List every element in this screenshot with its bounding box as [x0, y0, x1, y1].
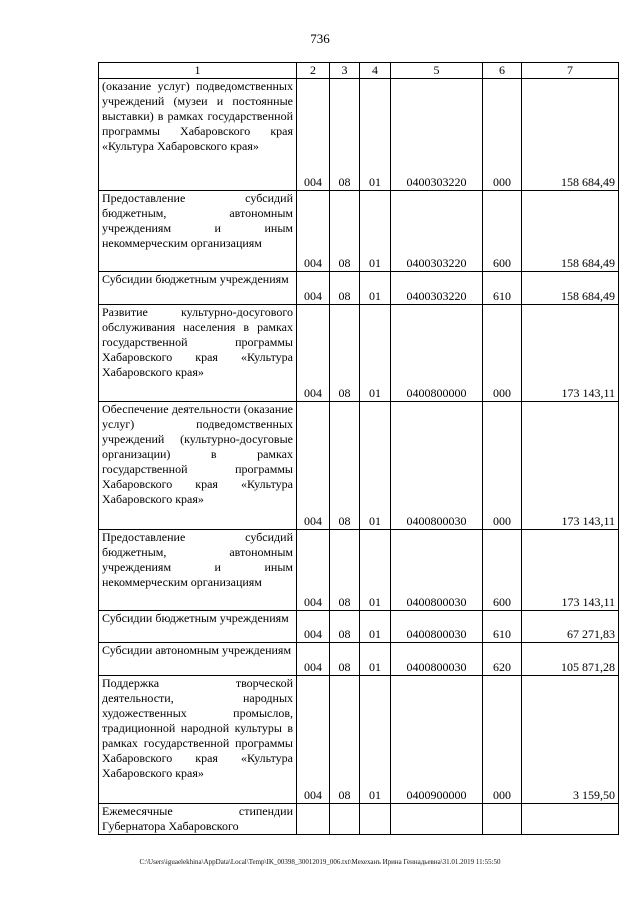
row-subsection	[360, 804, 391, 835]
row-amount: 105 871,28	[522, 643, 619, 676]
budget-table	[98, 62, 619, 835]
row-name: Поддержка творческой деятельности, народных художественных промыслов, традиционной народной культуры в рамках государственной программы Хабаровского края «Культура Хабаровского края»	[99, 676, 297, 804]
row-admin-code: 004	[297, 79, 330, 191]
table-row	[99, 804, 619, 835]
header-row	[99, 63, 619, 79]
row-subsection: 01	[360, 611, 391, 643]
row-amount: 173 143,11	[522, 530, 619, 611]
page-number: 736	[310, 31, 330, 46]
row-subsection: 01	[360, 272, 391, 305]
row-amount: 67 271,83	[522, 611, 619, 643]
row-target-code: 0400303220	[391, 79, 483, 191]
header-col-4: 4	[360, 63, 391, 79]
row-target-code: 0400800000	[391, 305, 483, 402]
row-target-code: 0400303220	[391, 272, 483, 305]
row-amount: 158 684,49	[522, 272, 619, 305]
row-admin-code: 004	[297, 402, 330, 530]
row-expense-type: 000	[483, 402, 522, 530]
row-admin-code	[297, 804, 330, 835]
row-section: 08	[330, 530, 360, 611]
row-subsection: 01	[360, 643, 391, 676]
row-subsection: 01	[360, 402, 391, 530]
row-target-code	[391, 804, 483, 835]
row-amount: 3 159,50	[522, 676, 619, 804]
row-section	[330, 804, 360, 835]
header-col-5: 5	[391, 63, 483, 79]
row-amount: 173 143,11	[522, 305, 619, 402]
row-section: 08	[330, 305, 360, 402]
row-section: 08	[330, 191, 360, 272]
table-row	[99, 611, 619, 643]
row-name: Субсидии автономным учреждениям	[99, 643, 297, 676]
table-row	[99, 272, 619, 305]
row-target-code: 0400900000	[391, 676, 483, 804]
row-amount	[522, 804, 619, 835]
row-expense-type: 620	[483, 643, 522, 676]
table-row	[99, 676, 619, 804]
row-name: Субсидии бюджетным учреждениям	[99, 611, 297, 643]
table-row	[99, 191, 619, 272]
row-subsection: 01	[360, 191, 391, 272]
row-amount: 158 684,49	[522, 191, 619, 272]
row-section: 08	[330, 272, 360, 305]
row-section: 08	[330, 79, 360, 191]
row-expense-type	[483, 804, 522, 835]
row-target-code: 0400800030	[391, 530, 483, 611]
header-col-7: 7	[522, 63, 619, 79]
row-target-code: 0400800030	[391, 643, 483, 676]
header-col-2: 2	[297, 63, 330, 79]
row-name: Предоставление субсидий бюджетным, автономным учреждениям и иным некоммерческим организациям	[99, 191, 297, 272]
row-expense-type: 600	[483, 530, 522, 611]
row-subsection: 01	[360, 305, 391, 402]
footer-file-path: C:\Users\iguaelekhina\AppData\Local\Temp\IK_00398_30012019_006.txt\Мехеханъ Ирина Геннадьевна\31.01.2019 11:55:50	[139, 858, 501, 866]
row-amount: 158 684,49	[522, 79, 619, 191]
row-subsection: 01	[360, 676, 391, 804]
row-expense-type: 000	[483, 79, 522, 191]
row-section: 08	[330, 643, 360, 676]
row-name: Ежемесячные стипендии Губернатора Хабаровского	[99, 804, 297, 835]
row-admin-code: 004	[297, 272, 330, 305]
row-expense-type: 000	[483, 305, 522, 402]
row-admin-code: 004	[297, 530, 330, 611]
row-expense-type: 610	[483, 272, 522, 305]
row-expense-type: 000	[483, 676, 522, 804]
row-name: Субсидии бюджетным учреждениям	[99, 272, 297, 305]
row-admin-code: 004	[297, 676, 330, 804]
row-name: Предоставление субсидий бюджетным, автономным учреждениям и иным некоммерческим организациям	[99, 530, 297, 611]
header-col-3: 3	[330, 63, 360, 79]
header-col-1: 1	[99, 63, 297, 79]
row-name: Развитие культурно-досугового обслуживания населения в рамках государственной программы Хабаровского края «Культура Хабаровского края»	[99, 305, 297, 402]
row-admin-code: 004	[297, 191, 330, 272]
row-admin-code: 004	[297, 611, 330, 643]
table-row	[99, 643, 619, 676]
row-section: 08	[330, 402, 360, 530]
row-expense-type: 600	[483, 191, 522, 272]
row-target-code: 0400303220	[391, 191, 483, 272]
row-amount: 173 143,11	[522, 402, 619, 530]
header-col-6: 6	[483, 63, 522, 79]
row-section: 08	[330, 676, 360, 804]
row-name: (оказание услуг) подведомственных учреждений (музеи и постоянные выставки) в рамках государственной программы Хабаровского края «Культура Хабаровского края»	[99, 79, 297, 191]
row-subsection: 01	[360, 530, 391, 611]
table-row	[99, 402, 619, 530]
table-row	[99, 530, 619, 611]
row-target-code: 0400800030	[391, 611, 483, 643]
row-name: Обеспечение деятельности (оказание услуг) подведомственных учреждений (культурно-досуговые организации) в рамках государственной программы Хабаровского края «Культура Хабаровского края»	[99, 402, 297, 530]
table-row	[99, 79, 619, 191]
row-admin-code: 004	[297, 643, 330, 676]
row-subsection: 01	[360, 79, 391, 191]
row-expense-type: 610	[483, 611, 522, 643]
row-admin-code: 004	[297, 305, 330, 402]
row-section: 08	[330, 611, 360, 643]
row-target-code: 0400800030	[391, 402, 483, 530]
table-row	[99, 305, 619, 402]
